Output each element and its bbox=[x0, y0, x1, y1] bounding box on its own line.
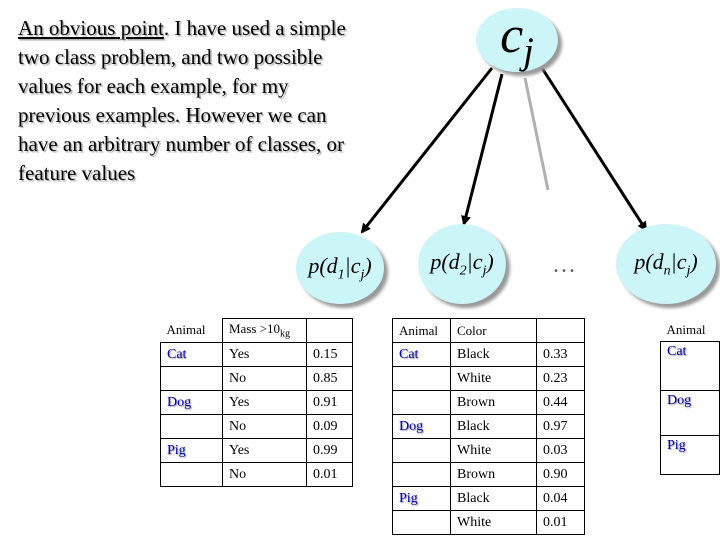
t2-cell bbox=[393, 511, 451, 535]
t3-class-cat: Cat bbox=[661, 342, 720, 391]
t1-cell bbox=[161, 367, 223, 391]
t2-cell bbox=[393, 391, 451, 415]
t2-cell: 0.03 bbox=[537, 439, 585, 463]
t2-cell: Cat bbox=[393, 343, 451, 367]
t2-cell: Black bbox=[451, 343, 537, 367]
t1-cell bbox=[161, 463, 223, 487]
t1-row bbox=[161, 463, 353, 487]
n1-sub2: j bbox=[360, 267, 365, 283]
t2-cell: 0.01 bbox=[537, 511, 585, 535]
intro-underlined: An obvious point bbox=[18, 16, 164, 40]
t2-row bbox=[393, 511, 585, 535]
table-mass bbox=[160, 318, 353, 487]
t1-cell: Yes bbox=[223, 343, 307, 367]
t2-cell: Dog bbox=[393, 415, 451, 439]
t2-cell: 0.97 bbox=[537, 415, 585, 439]
t1-row bbox=[161, 439, 353, 463]
t3-class-dog: Dog bbox=[661, 391, 720, 436]
t1-cell: Yes bbox=[223, 391, 307, 415]
t1-cell: 0.85 bbox=[307, 367, 353, 391]
t1-header-animal: Animal bbox=[166, 322, 206, 338]
t2-cell: White bbox=[451, 367, 537, 391]
arrow-to-d1 bbox=[362, 68, 492, 232]
t1-body bbox=[161, 343, 353, 487]
t2-cell: Black bbox=[451, 487, 537, 511]
t2-row bbox=[393, 463, 585, 487]
t2-cell: 0.33 bbox=[537, 343, 585, 367]
intro-rest: . I have used a simple two class problem, and two possible values for each example, for my previous examples. However we can have an arbitrary number of classes, or feature values bbox=[18, 16, 346, 185]
t2-cell bbox=[393, 463, 451, 487]
t2-header-animal: Animal bbox=[393, 319, 451, 343]
t2-cell: 0.04 bbox=[537, 487, 585, 511]
t2-cell: 0.90 bbox=[537, 463, 585, 487]
n3-post: ) bbox=[690, 248, 698, 274]
n3-sub1: n bbox=[663, 263, 671, 279]
t3-header-animal: Animal bbox=[666, 321, 706, 337]
arrow-to-dn bbox=[542, 68, 646, 230]
t2-row bbox=[393, 367, 585, 391]
t2-cell: Black bbox=[451, 415, 537, 439]
n3-pre: p(d bbox=[634, 248, 664, 274]
t2-header-color: Color bbox=[451, 319, 537, 343]
t1-cell: No bbox=[223, 367, 307, 391]
n1-sub1: 1 bbox=[337, 267, 345, 283]
t2-cell bbox=[393, 439, 451, 463]
n2-sub2: j bbox=[482, 263, 487, 279]
t1-cell bbox=[161, 415, 223, 439]
t1-cell: 0.01 bbox=[307, 463, 353, 487]
table-dn bbox=[660, 318, 720, 475]
t1-header-value bbox=[307, 319, 353, 343]
t1-header-mass bbox=[223, 319, 307, 343]
t1-cell: Dog bbox=[161, 391, 223, 415]
feature-node-d2 bbox=[418, 224, 506, 304]
t2-cell: 0.23 bbox=[537, 367, 585, 391]
class-node-sub: j bbox=[523, 30, 534, 73]
t1-cell: Pig bbox=[161, 439, 223, 463]
t2-cell: White bbox=[451, 439, 537, 463]
t1-header-mass-unit: kg bbox=[280, 328, 291, 340]
class-node bbox=[476, 8, 558, 72]
t1-cell: 0.15 bbox=[307, 343, 353, 367]
class-node-base: c bbox=[500, 7, 524, 65]
t2-cell: White bbox=[451, 511, 537, 535]
t1-row bbox=[161, 391, 353, 415]
n1-pre: p(d bbox=[308, 252, 338, 278]
n1-mid: |c bbox=[344, 252, 361, 278]
t3-class-pig: Pig bbox=[661, 436, 720, 475]
t1-cell: 0.99 bbox=[307, 439, 353, 463]
ellipsis: … bbox=[552, 252, 576, 278]
t1-row bbox=[161, 367, 353, 391]
n3-sub2: j bbox=[686, 263, 691, 279]
t2-row bbox=[393, 343, 585, 367]
t2-cell: Brown bbox=[451, 391, 537, 415]
t2-header-value bbox=[537, 319, 585, 343]
table-color bbox=[392, 318, 585, 535]
feature-node-d1 bbox=[296, 232, 384, 304]
t1-cell: 0.91 bbox=[307, 391, 353, 415]
n2-pre: p(d bbox=[430, 248, 460, 274]
t2-cell bbox=[393, 367, 451, 391]
t1-row bbox=[161, 343, 353, 367]
t1-cell: No bbox=[223, 415, 307, 439]
n2-sub1: 2 bbox=[459, 263, 467, 279]
t1-row bbox=[161, 415, 353, 439]
t2-row bbox=[393, 391, 585, 415]
n3-mid: |c bbox=[670, 248, 687, 274]
n2-post: ) bbox=[486, 248, 494, 274]
t2-cell: Pig bbox=[393, 487, 451, 511]
t2-row bbox=[393, 487, 585, 511]
arrow-faint bbox=[525, 78, 548, 190]
t1-cell: No bbox=[223, 463, 307, 487]
t2-cell: Brown bbox=[451, 463, 537, 487]
n2-mid: |c bbox=[466, 248, 483, 274]
t2-row bbox=[393, 439, 585, 463]
n1-post: ) bbox=[364, 252, 372, 278]
feature-node-dn bbox=[616, 224, 716, 304]
t2-body bbox=[393, 343, 585, 535]
t2-cell: 0.44 bbox=[537, 391, 585, 415]
t1-header-mass-text: Mass >10 bbox=[229, 321, 281, 337]
t1-cell: Cat bbox=[161, 343, 223, 367]
t1-cell: 0.09 bbox=[307, 415, 353, 439]
t2-row bbox=[393, 415, 585, 439]
t1-cell: Yes bbox=[223, 439, 307, 463]
